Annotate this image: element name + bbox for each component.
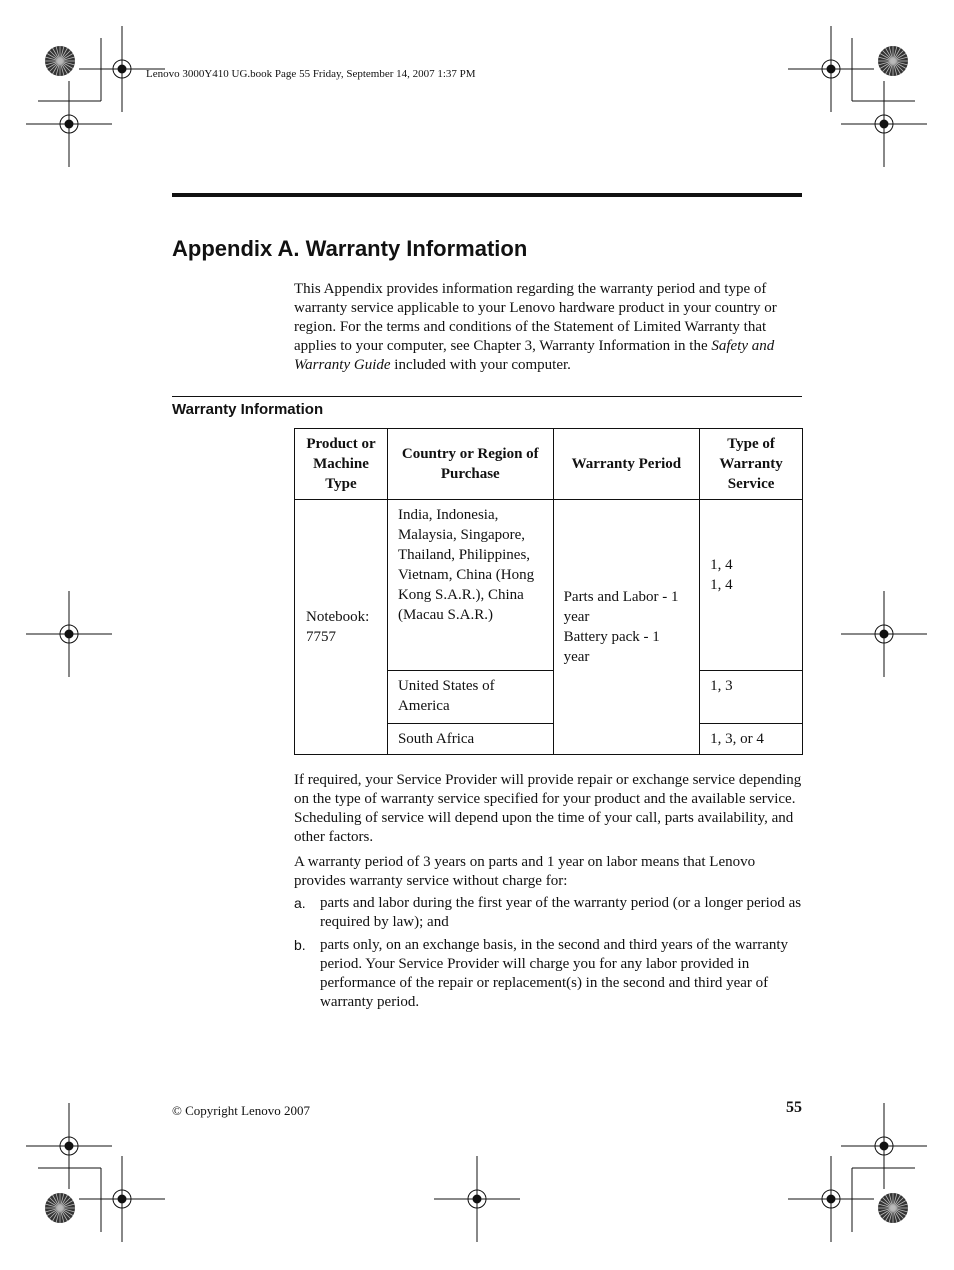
product-cell: Notebook: 7757 [295, 500, 388, 755]
country-cell: United States of America [387, 671, 553, 724]
service-cell [700, 500, 803, 671]
starburst-mark [878, 1193, 908, 1223]
list-item [294, 894, 804, 932]
paragraph: If required, your Service Provider will provide repair or exchange service depending on the type of warranty service specified for your product and the available service. Scheduling of service will depend upon the time of your call, parts availability, and other factors. [294, 772, 802, 845]
page-title: Appendix A. Warranty Information [172, 236, 528, 261]
warranty-list [294, 894, 804, 1012]
registration-mark [788, 26, 874, 112]
registration-mark [26, 591, 112, 677]
registration-mark [79, 1156, 165, 1242]
guide-title: Safety and Warranty Guide [294, 338, 775, 373]
heading-rule [172, 193, 802, 197]
header-service: Type of Warranty Service [700, 429, 803, 500]
paragraph: A warranty period of 3 years on parts and 1 year on labor means that Lenovo provides warranty service without charge for: [294, 854, 756, 889]
header-slug: Lenovo 3000Y410 UG.book Page 55 Friday, September 14, 2007 1:37 PM [146, 68, 476, 80]
service-cell: 1, 3, or 4 [700, 724, 803, 755]
registration-mark [841, 591, 927, 677]
section-rule [172, 396, 802, 397]
intro-text: This Appendix provides information regarding the warranty period and type of warranty service applicable to your Lenovo hardware product in your country or region. For the terms and conditions of the Statement of Limited Warranty that applies to your computer, see Chapter 3, Warranty Information in the [294, 281, 777, 354]
header-product: Product or Machine Type [295, 429, 388, 500]
country-cell: South Africa [387, 724, 553, 755]
service-cell: 1, 3 [700, 671, 803, 724]
table-row [295, 500, 803, 671]
starburst-mark [45, 1193, 75, 1223]
registration-mark [788, 1156, 874, 1242]
country-cell: India, Indonesia, Malaysia, Singapore, Thailand, Philippines, Vietnam, China (Hong Kong S.A.R.), China (Macau S.A.R.) [387, 500, 553, 671]
list-item-text: parts only, on an exchange basis, in the second and third years of the warranty period. Your Service Provider will charge you for any labor provided in performance of the repair or replacement(s) in the second and third year of warranty period. [320, 937, 789, 1010]
registration-mark [841, 81, 927, 167]
period-cell [553, 500, 700, 755]
section-title: Warranty Information [172, 401, 324, 418]
table-header-row [295, 429, 803, 500]
intro-paragraph [294, 280, 804, 375]
registration-mark [26, 1103, 112, 1189]
registration-mark [26, 81, 112, 167]
starburst-mark [45, 46, 75, 76]
page-number: 55 [786, 1099, 802, 1116]
list-marker: a. [294, 895, 306, 911]
list-marker: b. [294, 937, 306, 953]
list-item-text: parts and labor during the first year of the warranty period (or a longer period as required by law); and [320, 895, 802, 930]
intro-text-end: included with your computer. [390, 357, 571, 373]
service-text: 1, 4 1, 4 [710, 557, 733, 593]
starburst-mark [878, 46, 908, 76]
warranty-table [294, 428, 803, 755]
header-country: Country or Region of Purchase [387, 429, 553, 500]
list-item [294, 936, 804, 1012]
registration-mark [434, 1156, 520, 1242]
body-text [294, 771, 804, 1016]
registration-mark [841, 1103, 927, 1189]
period-text: Parts and Labor - 1 year Battery pack - 1 year [563, 589, 679, 665]
header-period: Warranty Period [553, 429, 700, 500]
copyright: © Copyright Lenovo 2007 [172, 1103, 311, 1118]
